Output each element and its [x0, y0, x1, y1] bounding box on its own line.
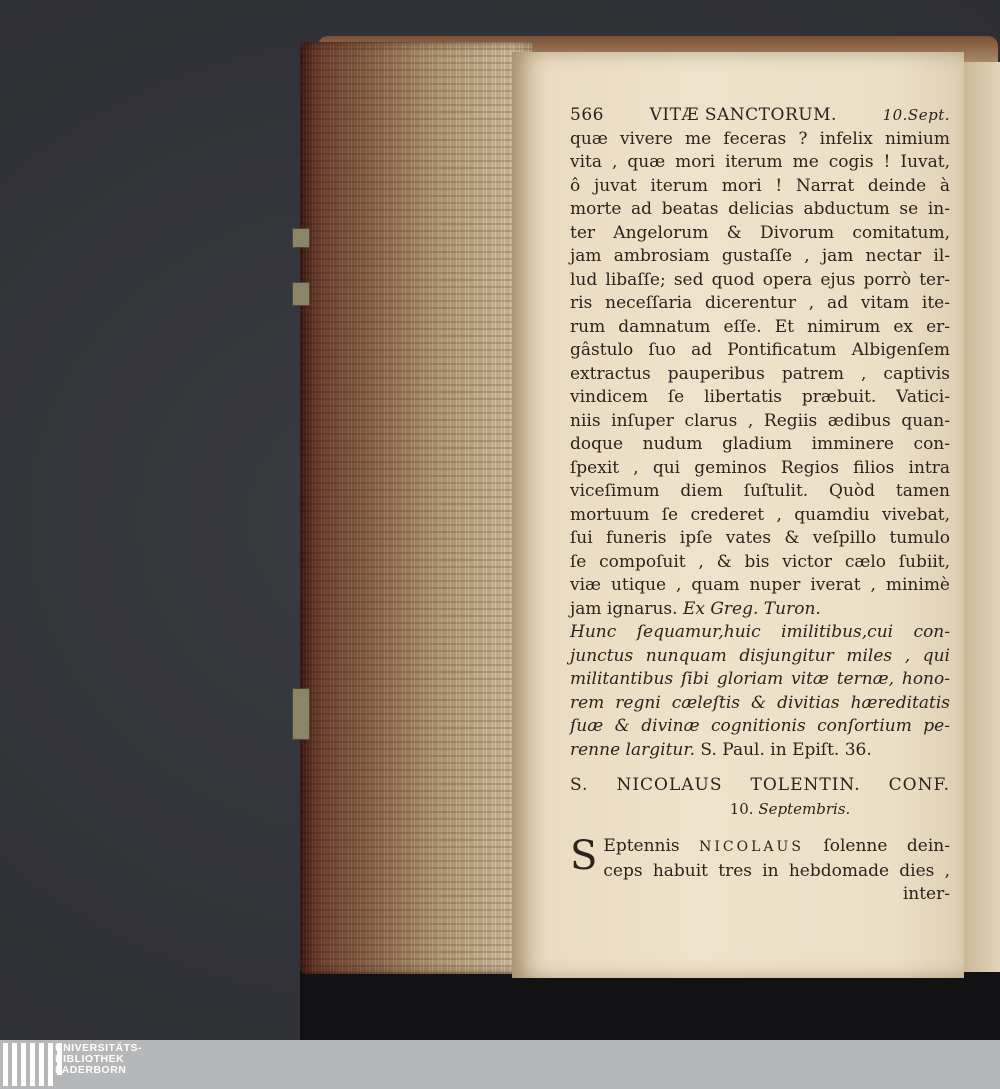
text-line: ſui funeris ipſe vates & veſpillo tumulo — [570, 528, 950, 548]
text-line: renne largitur. S. Paul. in Epiſt. 36. — [570, 739, 872, 760]
paragraph — [570, 835, 950, 907]
text-line: gâstulo ſuo ad Pontificatum Albigenſem — [570, 340, 950, 360]
text-line: viæ utique , quam nuper iverat , minimè — [570, 575, 950, 595]
library-logo-text: UNIVERSITÄTS- BIBLIOTHEK PADERBORN — [55, 1042, 143, 1076]
text-line: quæ vivere me feceras ? infelix nimium — [570, 128, 950, 149]
text-line: ceps habuit tres in hebdomade dies , — [603, 860, 950, 881]
text-line: doque nudum gladium imminere con- — [570, 434, 950, 454]
source-reference: Ex Greg. Turon. — [682, 598, 821, 619]
text-line: viceſimum diem ſuſtulit. Quòd tamen — [570, 481, 950, 501]
book-page-edges — [300, 42, 532, 974]
clasp-icon — [292, 688, 310, 740]
text-line: ſuæ & divinæ cognitionis conſortium pe- — [570, 716, 950, 736]
text-line: lud libaſſe; sed quod opera ejus porrò ter- — [570, 269, 950, 290]
text-line: jam ignarus. Ex Greg. Turon. — [570, 598, 821, 619]
running-date: 10.Sept. — [882, 106, 950, 124]
text-line: ter Angelorum & Divorum comitatum, — [570, 222, 950, 243]
library-logo-icon — [3, 1043, 62, 1086]
drop-capital: S — [570, 833, 598, 879]
text-line: jam ambrosiam gustaſſe , jam nectar il- — [570, 246, 950, 266]
footer-bar — [0, 1040, 1000, 1089]
text-line: militantibus ſibi gloriam vitæ ternæ, hono- — [570, 669, 950, 689]
running-title: VITÆ SANCTORUM. — [649, 105, 837, 125]
scripture-reference: S. Paul. in Epiſt. 36. — [700, 739, 872, 760]
text-line: ſe compoſuit , & bis victor cælo ſubiit, — [570, 551, 950, 572]
text-line: ris neceſſaria dicerentur , ad vitam ite- — [570, 293, 950, 313]
text-line: Eptennis NICOLAUS ſolenne dein- — [603, 836, 950, 856]
saint-name: NICOLAUS — [699, 839, 804, 855]
text-line: vita , quæ mori iterum me cogis ! Iuvat, — [570, 152, 950, 172]
facing-page-edge — [962, 62, 1000, 972]
text-line: rum damnatum eſſe. Et nimirum ex er- — [570, 316, 950, 337]
text-line: morte ad beatas delicias abductum se in- — [570, 199, 950, 219]
running-head — [570, 104, 950, 128]
text-line: junctus nunquam disjungitur miles , qui — [570, 645, 950, 666]
quotation-text — [570, 621, 950, 739]
text-line: ô juvat iterum mori ! Narrat deinde à — [570, 175, 950, 196]
text-line: mortuum ſe crederet , quamdiu vivebat, — [570, 504, 950, 525]
text-line: niis inſuper clarus , Regiis ædibus quan- — [570, 410, 950, 431]
text-line: rem regni cæleſtis & divitias hæreditatis — [570, 692, 950, 713]
clasp-icon — [292, 282, 310, 306]
section-date: 10. Septembris. — [729, 799, 851, 818]
text-line: ſpexit , qui geminos Regios filios intra — [570, 457, 950, 478]
page-text — [570, 104, 950, 907]
page-number: 566 — [570, 105, 604, 125]
section-title: S. NICOLAUS TOLENTIN. CONF. — [570, 775, 950, 795]
body-text — [570, 128, 950, 598]
text-line: extractus pauperibus patrem , captivis — [570, 363, 950, 384]
text-line: vindicem ſe libertatis præbuit. Vatici- — [570, 387, 950, 407]
text-line: Hunc ſequamur,huic imilitibus,cui con- — [570, 622, 950, 642]
clasp-icon — [292, 228, 310, 248]
catchword: inter- — [902, 884, 950, 904]
